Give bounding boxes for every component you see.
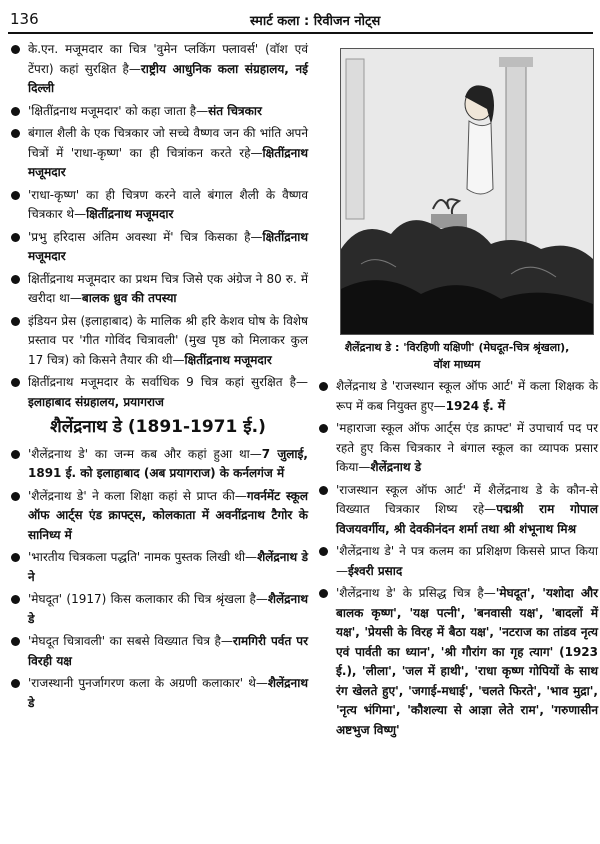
- question-text: 'शैलेंद्रनाथ डे' का जन्म कब और कहां हुआ था—: [28, 446, 262, 461]
- bullet-icon: [11, 191, 20, 200]
- qa-item: [316, 419, 598, 478]
- question-text: 'राजस्थानी पुनर्जागरण कला के अग्रणी कलाकार' थे—: [28, 676, 268, 690]
- bullet-icon: [319, 589, 328, 598]
- figure-caption: [316, 339, 598, 373]
- qa-item: [8, 590, 308, 629]
- qa-item: [8, 270, 308, 309]
- bullet-icon: [11, 492, 20, 501]
- qa-item: [316, 481, 598, 540]
- question-text: के.एन. मजूमदार का चित्र 'वुमेन प्लकिंग फ्लावर्स' (वॉश एवं टेंपरा) कहां सुरक्षित है—: [28, 42, 308, 76]
- bullet-icon: [319, 547, 328, 556]
- qa-item: [316, 542, 598, 581]
- qa-item: [8, 548, 308, 587]
- answer-text: रामगिरी पर्वत पर विरही यक्ष: [28, 634, 308, 668]
- answer-text: 'मेघदूत', 'यशोदा और बालक कृष्ण', 'यक्ष पत्नी', 'बनवासी यक्ष', 'बादलों में यक्ष', 'प्रेयसी के विरह में बैठा यक्ष', 'नटराज का तांडव नृत्य एवं पार्वती का ध्यान', 'श्री गौरांग का गृह त्याग' (1923 ई.), 'लीला', 'जल में हाथी', 'राधा कृष्ण गोपियों के साथ रंग खेलते हुए', 'जगाई-मधाई', 'चलते फिरते', 'भाव मुद्रा', 'नृत्य भंगिमा', 'कौशल्या से आज्ञा लेते राम', 'गरुणासीन अष्टभुज विष्णु': [336, 586, 599, 737]
- answer-text: शैलेंद्रनाथ डे: [370, 460, 422, 474]
- qa-item: [316, 377, 598, 416]
- left-items-list: [8, 40, 308, 412]
- bullet-icon: [11, 129, 20, 138]
- bullet-icon: [319, 424, 328, 433]
- right-column: [316, 377, 598, 743]
- header-rule: [8, 32, 593, 34]
- answer-text: ईश्वरी प्रसाद: [348, 563, 403, 578]
- answer-text: क्षितींद्रनाथ मजूमदार: [28, 229, 308, 263]
- qa-item: [8, 40, 308, 99]
- answer-text: बालक ध्रुव की तपस्या: [81, 291, 177, 305]
- bullet-icon: [11, 317, 20, 326]
- bullet-icon: [319, 382, 328, 391]
- qa-item: [8, 674, 308, 713]
- answer-text: राष्ट्रीय आधुनिक कला संग्रहालय, नई दिल्ली: [28, 61, 308, 95]
- answer-text: गवर्नमेंट स्कूल ऑफ आर्ट्स एंड क्राफ्ट्स, कोलकाता में अवनींद्रनाथ टैगोर के सानिध्य में: [28, 488, 309, 542]
- painting-figure: [340, 48, 594, 335]
- question-text: 'प्रभु हरिदास अंतिम अवस्था में' चित्र किसका है—: [28, 229, 263, 244]
- answer-text: शैलेंद्रनाथ डे ने: [28, 550, 308, 584]
- question-text: क्षितींद्रनाथ मजूमदार के सर्वाधिक 9 चित्र कहां सुरक्षित है—: [28, 375, 308, 389]
- answer-text: पद्मश्री राम गोपाल विजयवर्गीय, श्री देवकीनंदन शर्मा तथा श्री शंभूनाथ मिश्र: [336, 502, 598, 536]
- answer-text: क्षितींद्रनाथ मजूमदार: [184, 352, 272, 367]
- bullet-icon: [11, 107, 20, 116]
- bullet-icon: [11, 233, 20, 242]
- answer-text: शैलेंद्रनाथ डे: [28, 676, 308, 710]
- qa-item: [8, 228, 308, 267]
- bullet-icon: [11, 45, 20, 54]
- bullet-icon: [11, 595, 20, 604]
- bullet-icon: [11, 378, 20, 387]
- question-text: 'मेघदूत चित्रावली' का सबसे विख्यात चित्र है—: [28, 634, 233, 648]
- bullet-icon: [11, 679, 20, 688]
- question-text: 'मेघदूत' (1917) किस कलाकार की चित्र श्रृंखला है—: [28, 592, 268, 606]
- question-text: क्षितींद्रनाथ मजूमदार का प्रथम चित्र जिसे एक अंग्रेज ने 80 रु. में खरीदा था—: [28, 271, 308, 305]
- question-text: इंडियन प्रेस (इलाहाबाद) के मालिक श्री हरि केशव घोष के विशेष प्रस्ताव पर 'गीत गोविंद चित्रावली' (मुख पृष्ठ को मिलाकर कुल 17 चित्र) को किसने तैयार की थी—: [28, 313, 308, 367]
- bullet-icon: [11, 637, 20, 646]
- question-text: बंगाल शैली के एक चित्रकार जो सच्चे वैष्णव जन की भांति अपने चित्रों में 'राधा-कृष्ण' का ही चित्रांकन करते रहे—: [28, 126, 308, 160]
- question-text: 'महाराजा स्कूल ऑफ आर्ट्स एंड क्राफ्ट' में उपाचार्य पद पर रहते हुए किस चित्रकार ने बंगाल स्कूल का व्यापक प्रसार किया—: [336, 421, 598, 474]
- bullet-icon: [319, 486, 328, 495]
- left-items2-list: [8, 445, 308, 714]
- question-text: 'भारतीय चित्रकला पद्धति' नामक पुस्तक लिखी थी—: [28, 550, 258, 564]
- qa-item: [8, 373, 308, 412]
- question-text: शैलेंद्रनाथ डे 'राजस्थान स्कूल ऑफ आर्ट' में कला शिक्षक के रूप में कब नियुक्त हुए—: [336, 379, 598, 413]
- answer-text: 1924 ई. में: [445, 398, 506, 413]
- question-text: 'क्षितींद्रनाथ मजूमदार' को कहा जाता है—: [28, 103, 209, 118]
- running-title: स्मार्ट कला : रिवीजन नोट्स: [250, 14, 381, 29]
- question-text: 'राजस्थान स्कूल ऑफ आर्ट' में शैलेंद्रनाथ डे के कौन-से विख्यात चित्रकार शिष्य रहे—: [336, 482, 598, 516]
- qa-item: [8, 445, 308, 484]
- answer-text: 7 जुलाई, 1891 ई. को इलाहाबाद (अब प्रयागराज) के कर्नलगंज में: [28, 446, 308, 480]
- bullet-icon: [11, 553, 20, 562]
- question-text: 'शैलेंद्रनाथ डे' ने पत्र कलम का प्रशिक्षण किससे प्राप्त किया—: [336, 544, 598, 578]
- bullet-icon: [11, 275, 20, 284]
- qa-item: [8, 312, 308, 371]
- left-column: [8, 40, 308, 716]
- answer-text: शैलेंद्रनाथ डे: [28, 592, 308, 626]
- qa-item: [8, 102, 308, 122]
- bullet-icon: [11, 450, 20, 459]
- question-text: 'राधा-कृष्ण' का ही चित्रण करने वाले बंगाल शैली के वैष्णव चित्रकार थे—: [28, 187, 308, 221]
- painting-illustration: [341, 49, 593, 334]
- qa-item: [316, 584, 598, 740]
- section-heading: शैलेंद्रनाथ डे (1891-1971 ई.): [50, 417, 266, 437]
- qa-item: [8, 487, 308, 546]
- caption-line-2: वॉश माध्यम: [433, 358, 481, 371]
- caption-line-1: शैलेंद्रनाथ डे : 'विरहिणी यक्षिणी' (मेघदूत-चित्र श्रृंखला),: [344, 341, 570, 354]
- answer-text: क्षितींद्रनाथ मजूमदार: [86, 207, 174, 221]
- question-text: 'शैलेंद्रनाथ डे' ने कला शिक्षा कहां से प्राप्त की—: [28, 488, 247, 503]
- right-items-list: [316, 377, 598, 740]
- answer-text: क्षितींद्रनाथ मजूमदार: [28, 145, 308, 179]
- qa-item: [8, 186, 308, 225]
- question-text: 'शैलेंद्रनाथ डे' के प्रसिद्ध चित्र है—: [336, 586, 496, 600]
- page-header: [0, 0, 600, 30]
- qa-item: [8, 632, 308, 671]
- qa-item: [8, 124, 308, 183]
- page-number: 136: [10, 10, 39, 28]
- answer-text: संत चित्रकार: [208, 103, 262, 118]
- answer-text: इलाहाबाद संग्रहालय, प्रयागराज: [28, 394, 164, 409]
